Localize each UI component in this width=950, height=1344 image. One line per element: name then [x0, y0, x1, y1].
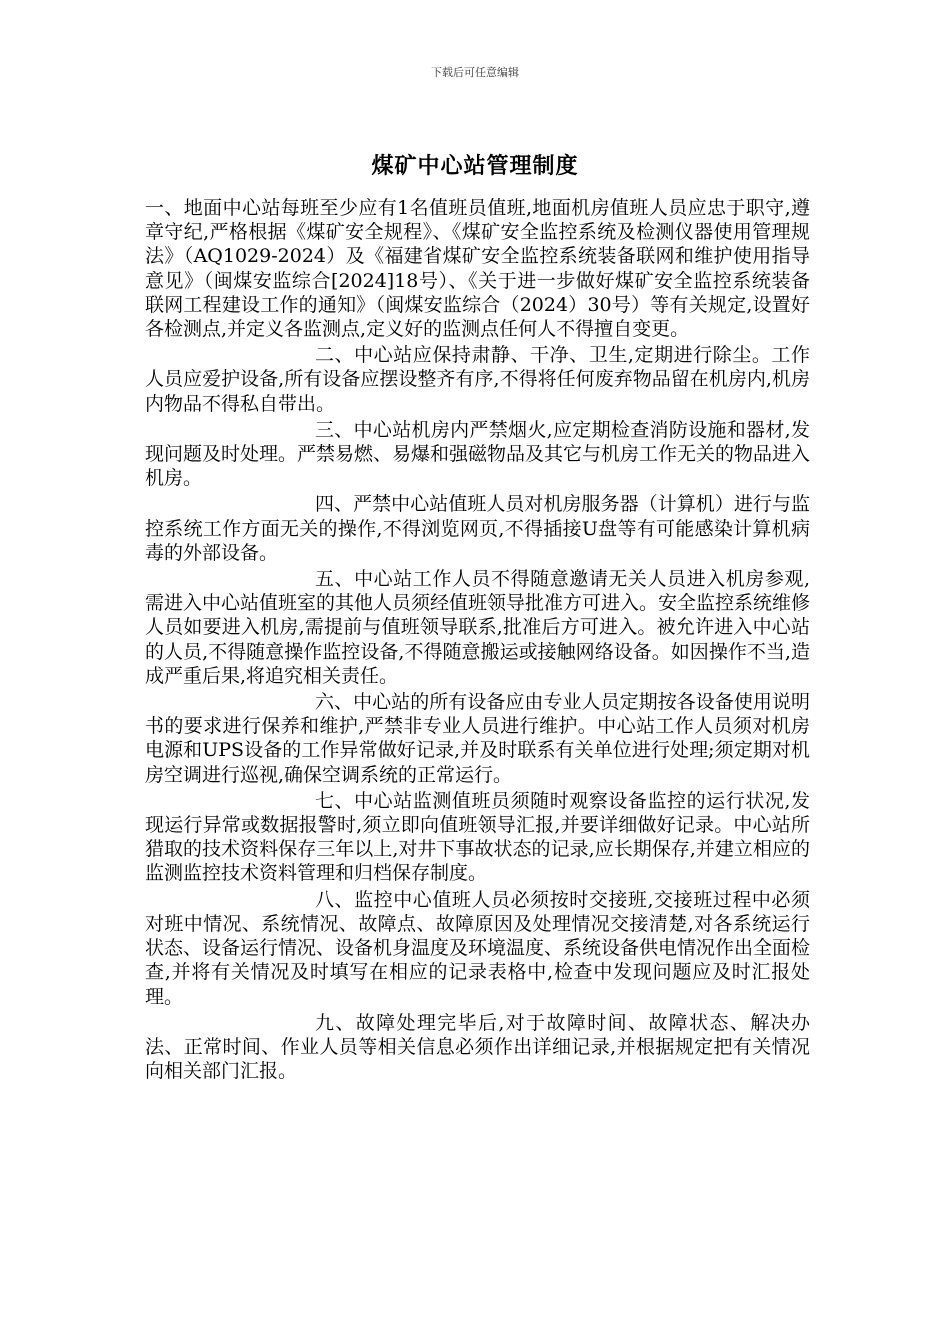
paragraph-9: 九、故障处理完毕后,对于故障时间、故障状态、解决办法、正常时间、作业人员等相关信息必须作出详细记录,并根据规定把有关情况向相关部门汇报。	[145, 1011, 810, 1083]
paragraph-5: 五、中心站工作人员不得随意邀请无关人员进入机房参观,需进入中心站值班室的其他人员须经值班领导批准方可进入。安全监控系统维修人员如要进入机房,需提前与值班领导联系,批准后方可进入。被允许进入中心站的人员,不得随意操作监控设备,不得随意搬运或接触网络设备。如因操作不当,造成严重后果,将追究相关责任。	[145, 568, 811, 687]
paragraph-1: 一、地面中心站每班至少应有1名值班员值班,地面机房值班人员应忠于职守,遵章守纪,严格根据《煤矿安全规程》、《煤矿安全监控系统及检测仪器使用管理规法》（AQ1029-2024）及《福建省煤矿安全监控系统装备联网和维护使用指导意见》（闽煤安监综合[2024]18号）、《关于进一步做好煤矿安全监控系统装备联网工程建设工作的通知》（闽煤安监综合（2024）30号）等有关规定,设置好各检测点,并定义各监测点,定义好的监测点任何人不得擅自变更。	[145, 197, 810, 341]
paragraph-8: 八、监控中心值班人员必须按时交接班,交接班过程中必须对班中情况、系统情况、故障点、故障原因及处理情况交接清楚,对各系统运行状态、设备运行情况、设备机身温度及环境温度、系统设备供电情况作出全面检查,并将有关情况及时填写在相应的记录表格中,检查中发现问题应及时汇报处理。	[145, 888, 811, 1008]
paragraph-4: 四、严禁中心站值班人员对机房服务器（计算机）进行与监控系统工作方面无关的操作,不得浏览网页,不得插接U盘等有可能感染计算机病毒的外部设备。	[145, 493, 810, 564]
paragraph-6: 六、中心站的所有设备应由专业人员定期按各设备使用说明书的要求进行保养和维护,严禁非专业人员进行维护。中心站工作人员须对机房电源和UPS设备的工作异常做好记录,并及时联系有关单位进行处理;须定期对机房空调进行巡视,确保空调系统的正常运行。	[145, 691, 810, 786]
paragraph-3: 三、中心站机房内严禁烟火,应定期检查消防设施和器材,发现问题及时处理。严禁易燃、易爆和强磁物品及其它与机房工作无关的物品进入机房。	[145, 418, 811, 490]
paragraph-7: 七、中心站监测值班员须随时观察设备监控的运行状况,发现运行异常或数据报警时,须立即向值班领导汇报,并要详细做好记录。中心站所猎取的技术资料保存三年以上,对井下事故状态的记录,应长期保存,并建立相应的监测监控技术资料管理和归档保存制度。	[145, 789, 810, 885]
paragraph-2: 二、中心站应保持肃静、干净、卫生,定期进行除尘。工作人员应爱护设备,所有设备应摆设整齐有序,不得将任何废弃物品留在机房内,机房内物品不得私自带出。	[145, 344, 810, 415]
page-header-note: 下载后可任意编辑	[431, 66, 519, 79]
document-body	[145, 196, 810, 1085]
document-title: 煤矿中心站管理制度	[371, 153, 579, 179]
